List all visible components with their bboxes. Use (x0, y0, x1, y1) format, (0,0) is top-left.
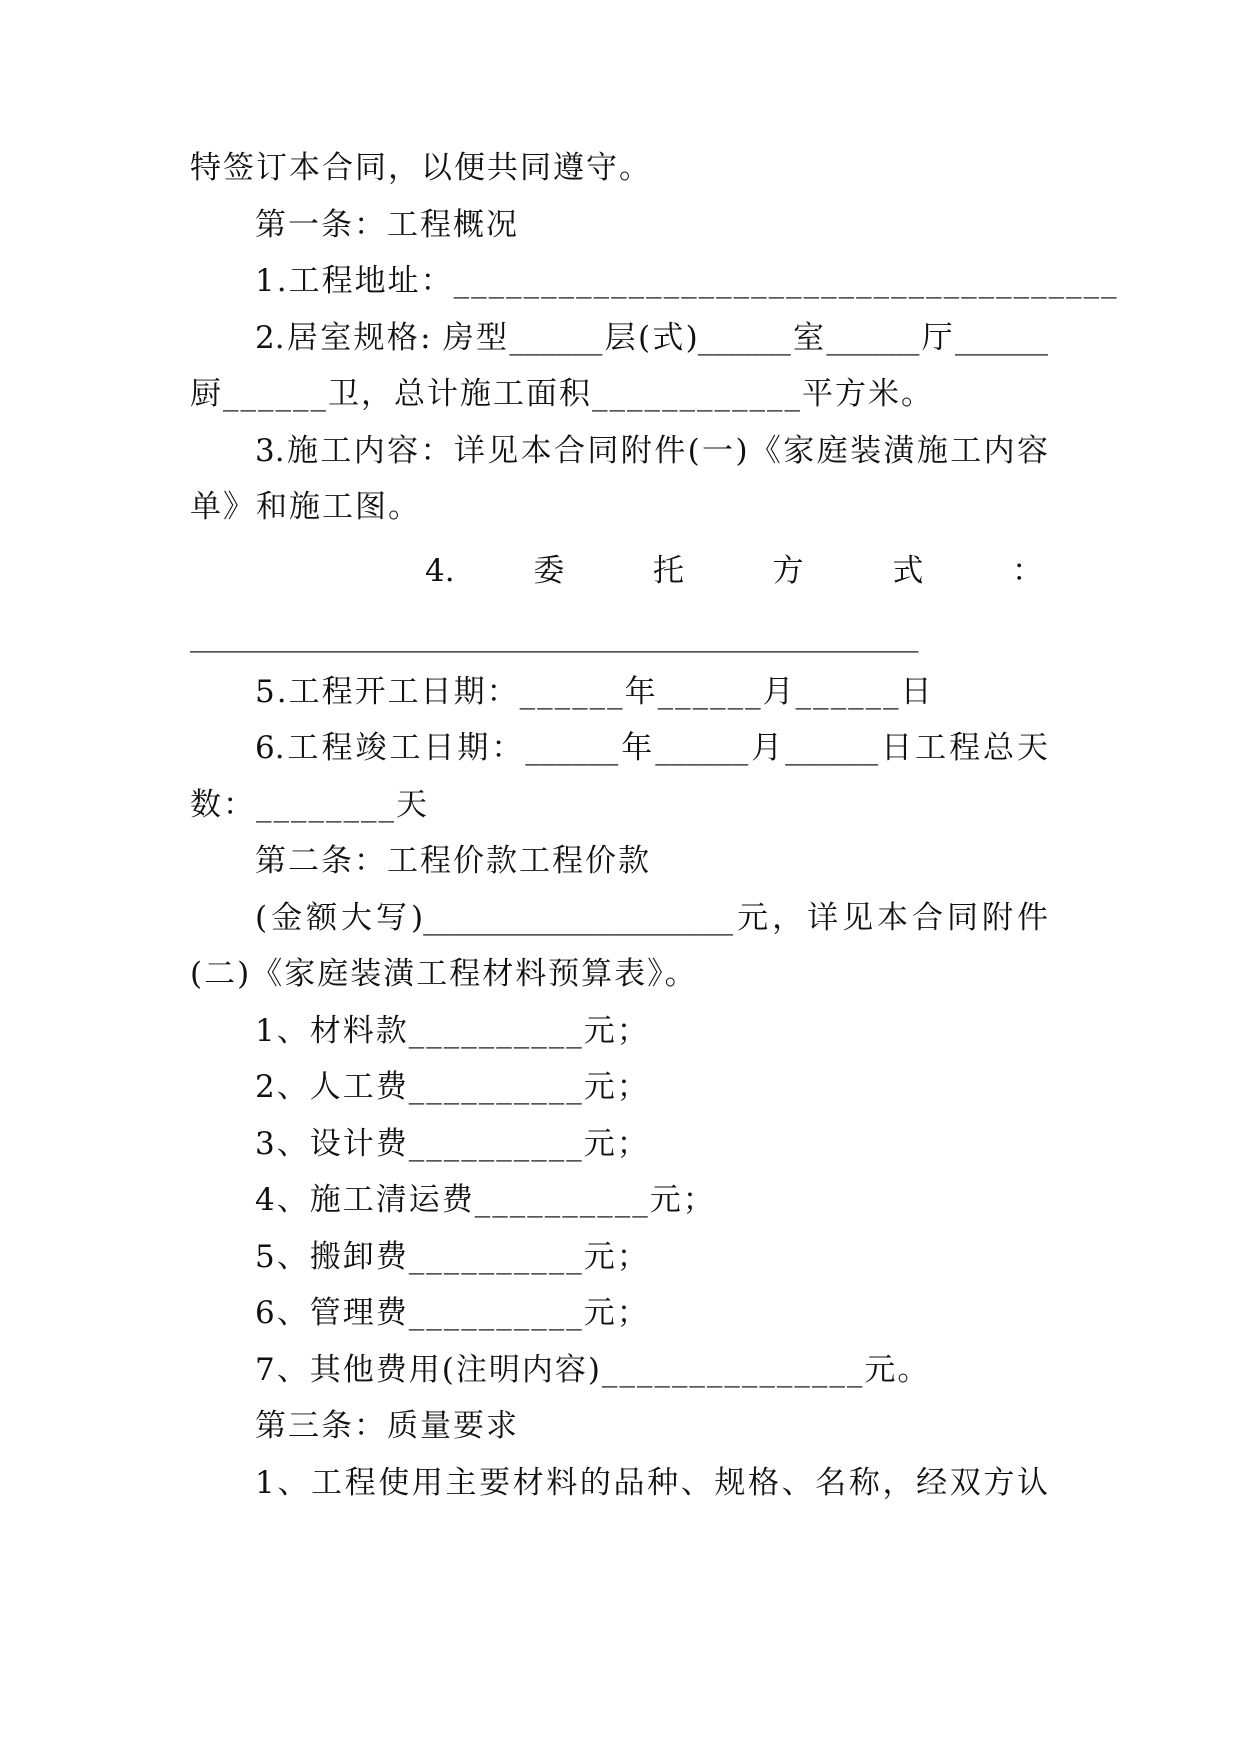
article-heading: 第一条：工程概况 (255, 207, 519, 243)
article-heading: 第二条：工程价款工程价款 (255, 843, 651, 879)
blank-line: _______________________________________________ (190, 617, 919, 653)
paragraph-line: 单》和施工图。 (190, 489, 421, 525)
paragraph-line: 2.居室规格: 房型______层(式)______室______厅______ (255, 320, 1048, 356)
paragraph-line: 数：________天 (190, 787, 429, 823)
paragraph-line: 1.工程地址：______________________________________ (255, 263, 1119, 299)
paragraph-line: 特签订本合同，以便共同遵守。 (190, 150, 652, 186)
list-item: 3、设计费__________元； (255, 1126, 650, 1162)
paragraph-line: 5.工程开工日期：______年______月______日 (255, 674, 934, 710)
paragraph-line: 3.施工内容：详见本合同附件(一)《家庭装潢施工内容 (255, 433, 1048, 469)
list-item: 7、其他费用(注明内容)_______________元。 (255, 1352, 931, 1388)
paragraph-line: (二)《家庭装潢工程材料预算表》。 (190, 956, 698, 992)
list-item: 5、搬卸费__________元； (255, 1239, 650, 1275)
list-item: 6、管理费__________元； (255, 1295, 650, 1331)
paragraph-line: 1、工程使用主要材料的品种、规格、名称，经双方认 (255, 1465, 1048, 1501)
paragraph-line: 6.工程竣工日期：______年______月______日工程总天 (255, 730, 1048, 766)
paragraph-line: 4. 委 托 方 式 ： (425, 553, 1043, 589)
paragraph-line: 厨______卫，总计施工面积____________平方米。 (190, 376, 934, 412)
list-item: 2、人工费__________元； (255, 1069, 650, 1105)
article-heading: 第三条：质量要求 (255, 1408, 519, 1444)
list-item: 1、材料款__________元； (255, 1013, 650, 1049)
list-item: 4、施工清运费__________元； (255, 1182, 716, 1218)
paragraph-line: (金额大写)____________________元，详见本合同附件 (255, 900, 1048, 936)
